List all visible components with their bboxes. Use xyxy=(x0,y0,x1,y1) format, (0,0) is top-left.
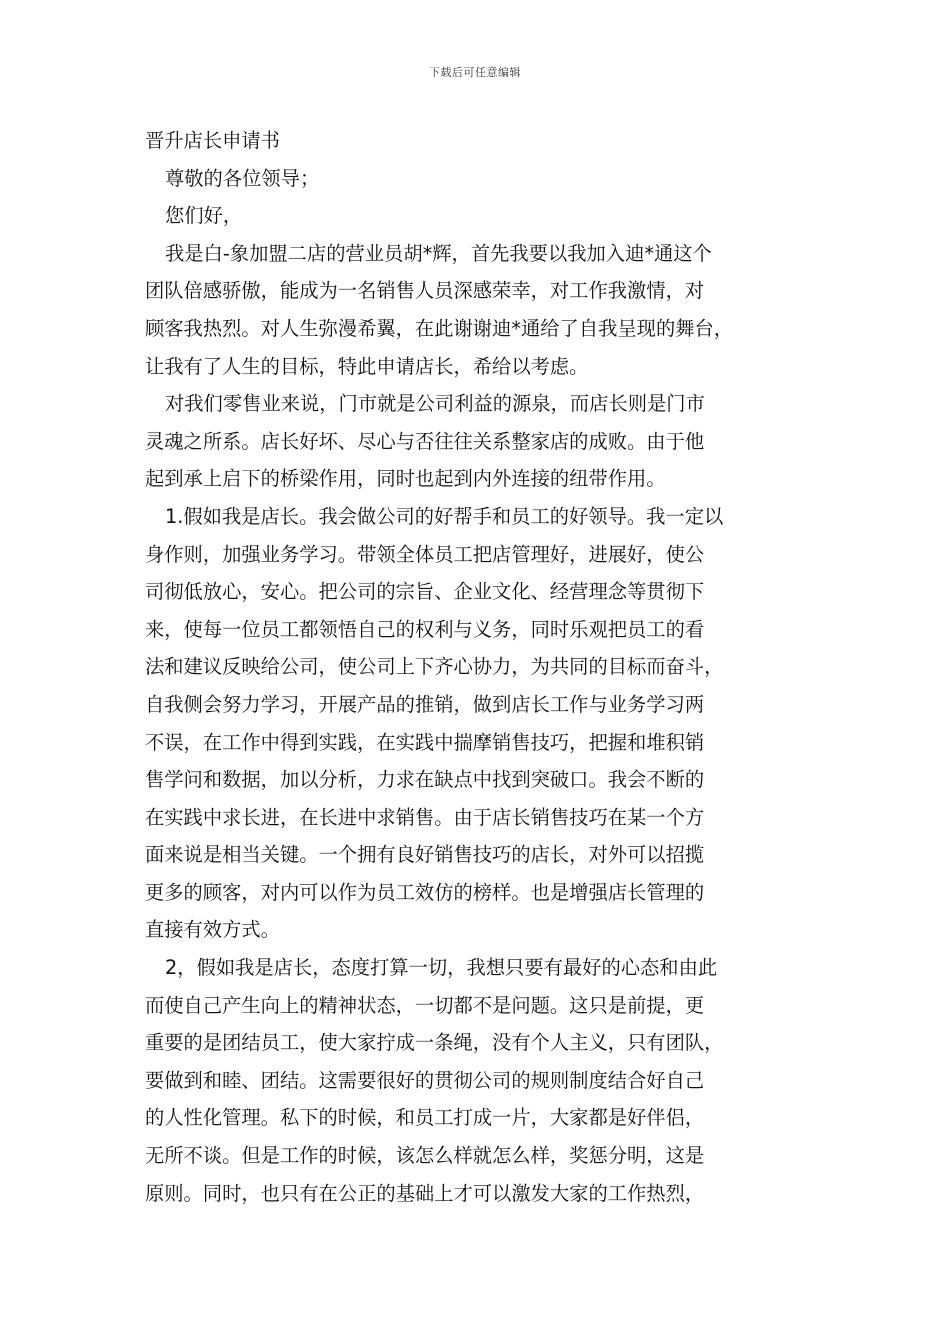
text-line: 2，假如我是店长，态度打算一切，我想只要有最好的心态和由此 xyxy=(165,956,718,980)
text-line: 对我们零售业来说，门市就是公司利益的源泉，而店长则是门市 xyxy=(165,392,705,416)
text-line: 而使自己产生向上的精神状态，一切都不是问题。这只是前提，更 xyxy=(145,993,705,1017)
text-line: 我是白-象加盟二店的营业员胡*辉，首先我要以我加入迪*通这个 xyxy=(165,241,712,265)
document-body xyxy=(145,122,810,1212)
text-line: 原则。同时，也只有在公正的基础上才可以激发大家的工作热烈， xyxy=(145,1181,705,1205)
text-line: 尊敬的各位领导； xyxy=(165,166,320,190)
text-line: 团队倍感骄傲，能成为一名销售人员深感荣幸，对工作我激情，对 xyxy=(145,279,705,303)
text-line: 顾客我热烈。对人生弥漫希翼，在此谢谢迪*通给了自我呈现的舞台， xyxy=(145,316,734,340)
text-line: 身作则，加强业务学习。带领全体员工把店管理好，进展好，使公 xyxy=(145,542,705,566)
text-line: 起到承上启下的桥梁作用，同时也起到内外连接的纽带作用。 xyxy=(145,467,666,491)
text-line: 自我侧会努力学习，开展产品的推销，做到店长工作与业务学习两 xyxy=(145,692,705,716)
text-line: 司彻低放心，安心。把公司的宗旨、企业文化、经营理念等贯彻下 xyxy=(145,580,705,604)
text-line: 售学问和数据，加以分析，力求在缺点中找到突破口。我会不断的 xyxy=(145,768,705,792)
text-line: 法和建议反映给公司，使公司上下齐心协力，为共同的目标而奋斗， xyxy=(145,655,724,679)
text-line: 不误，在工作中得到实践，在实践中揣摩销售技巧，把握和堆积销 xyxy=(145,730,705,754)
document-title: 晋升店长申请书 xyxy=(145,129,280,152)
text-line: 灵魂之所系。店长好坏、尽心与否往往关系整家店的成败。由于他 xyxy=(145,429,705,453)
text-line: 直接有效方式。 xyxy=(145,918,280,942)
text-line: 更多的顾客，对内可以作为员工效仿的榜样。也是增强店长管理的 xyxy=(145,880,705,904)
text-line: 的人性化管理。私下的时候，和员工打成一片，大家都是好伴侣， xyxy=(145,1106,705,1130)
text-line: 您们好， xyxy=(165,204,243,228)
text-line: 面来说是相当关键。一个拥有良好销售技巧的店长，对外可以招揽 xyxy=(145,843,705,867)
text-line: 无所不谈。但是工作的时候，该怎么样就怎么样，奖惩分明，这是 xyxy=(145,1144,705,1168)
text-line: 来，使每一位员工都领悟自己的权利与义务，同时乐观把员工的看 xyxy=(145,617,705,641)
text-line: 要做到和睦、团结。这需要很好的贯彻公司的规则制度结合好自己 xyxy=(145,1068,705,1092)
text-line: 在实践中求长进，在长进中求销售。由于店长销售技巧在某一个方 xyxy=(145,805,705,829)
text-line: 重要的是团结员工，使大家拧成一条绳，没有个人主义，只有团队， xyxy=(145,1031,724,1055)
page-header: 下载后可任意编辑 xyxy=(429,66,521,79)
text-line: 1.假如我是店长。我会做公司的好帮手和员工的好领导。我一定以 xyxy=(165,504,724,528)
text-line: 让我有了人生的目标，特此申请店长，希给以考虑。 xyxy=(145,354,589,378)
